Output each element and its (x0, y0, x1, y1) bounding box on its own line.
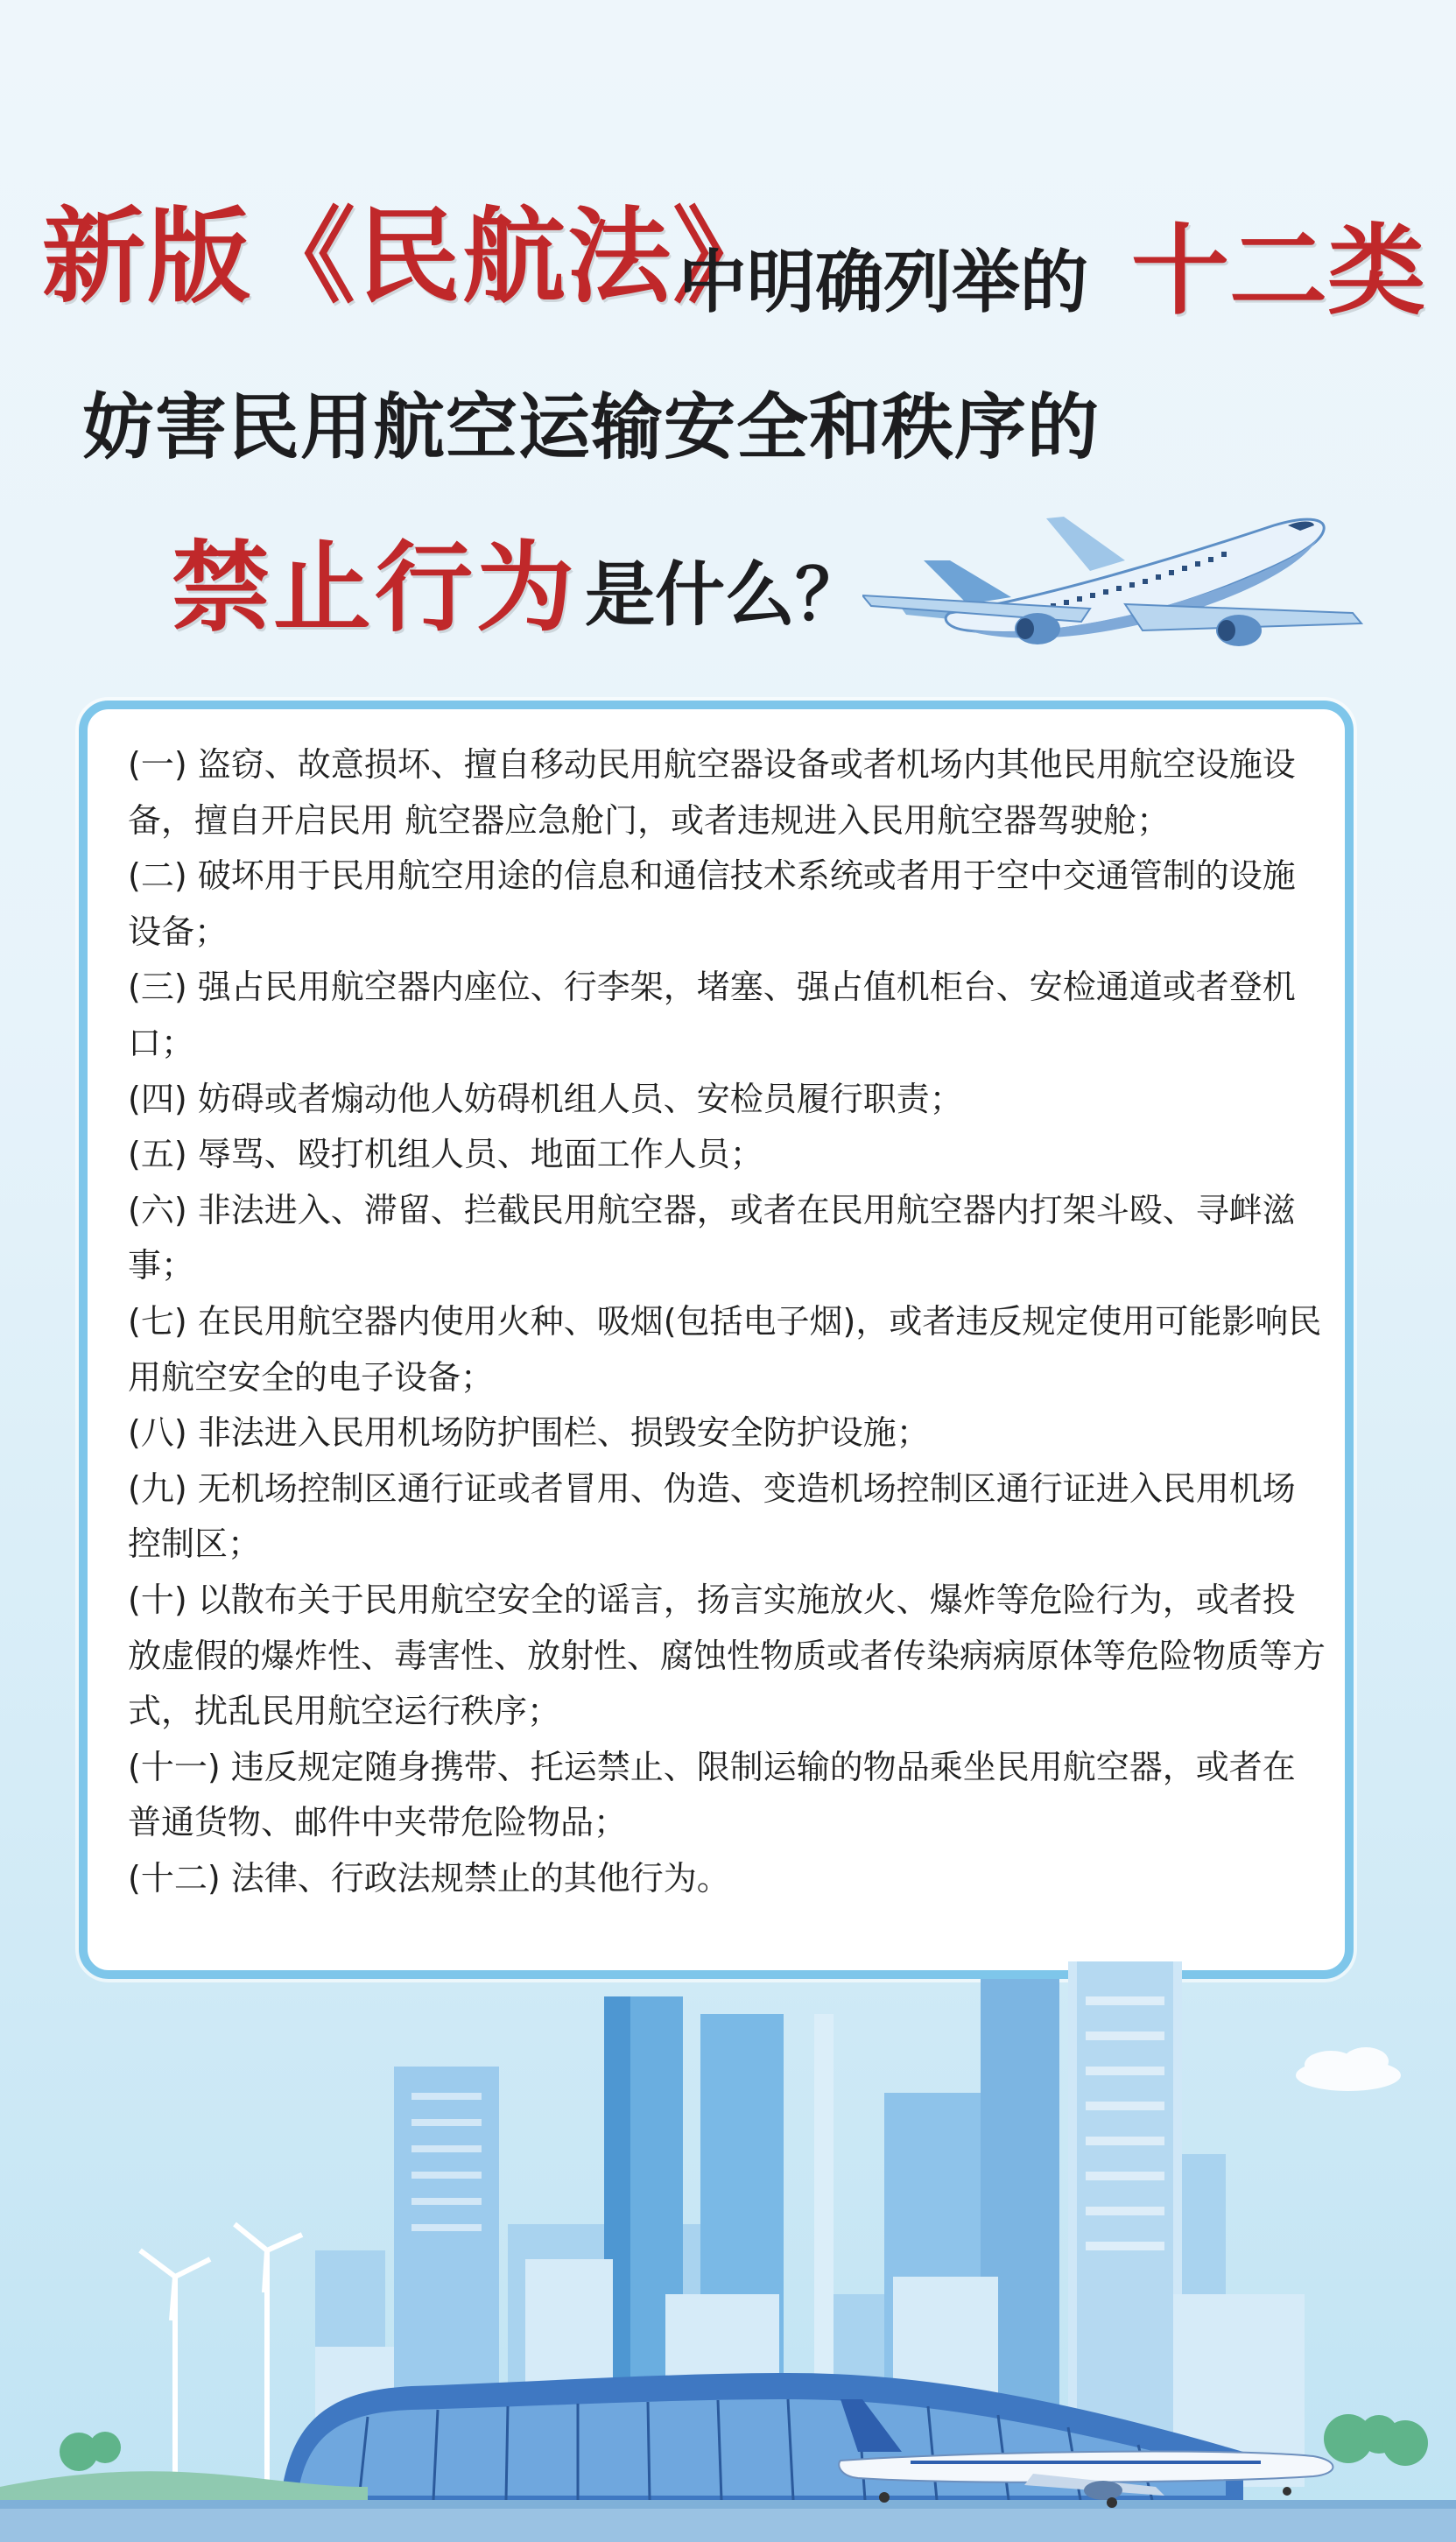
title-line1-middle: 中明确列举的 (679, 243, 1089, 322)
list-item: (三) 强占民用航空器内座位、行李架，堵塞、强占值机柜台、安检通道或者登机口； (128, 968, 1296, 1062)
prohibited-acts-list (128, 737, 1327, 1906)
list-item: (四) 妨碍或者煽动他人妨碍机组人员、安检员履行职责； (128, 1079, 963, 1118)
list-item: (七) 在民用航空器内使用火种、吸烟(包括电子烟)，或者违反规定使用可能影响民用航空安全的电子设备； (128, 1301, 1322, 1397)
list-item: (九) 无机场控制区通行证或者冒用、伪造、变造机场控制区通行证进入民用机场控制区； (128, 1468, 1296, 1564)
airplane-icon (862, 499, 1370, 674)
city-skyline-illustration (0, 1961, 1456, 2542)
title-line1-highlight: 新版《民航法》 (42, 196, 778, 317)
title-line3-question: 是什么？ (585, 554, 865, 636)
list-item: (一) 盗窃、故意损坏、擅自移动民用航空器设备或者机场内其他民用航空设施设备，擅自开启民用 航空器应急舱门，或者违规进入民用航空器驾驶舱； (128, 745, 1296, 840)
list-item: (五) 辱骂、殴打机组人员、地面工作人员； (128, 1135, 763, 1174)
list-item: (八) 非法进入民用机场防护围栏、损毁安全防护设施； (128, 1413, 930, 1453)
title-line1-count: 十二类 (1131, 215, 1425, 328)
list-item: (六) 非法进入、滞留、拦截民用航空器，或者在民用航空器内打架斗殴、寻衅滋事； (128, 1190, 1296, 1285)
list-item: (二) 破坏用于民用航空用途的信息和通信技术系统或者用于空中交通管制的设施设备； (128, 856, 1296, 951)
list-item: (十二) 法律、行政法规禁止的其他行为。 (128, 1858, 730, 1898)
list-item: (十一) 违反规定随身携带、托运禁止、限制运输的物品乘坐民用航空器，或者在普通货物、邮件中夹带危险物品； (128, 1747, 1296, 1842)
title-line3-highlight: 禁止行为 (172, 532, 578, 645)
list-item: (十) 以散布关于民用航空安全的谣言，扬言实施放火、爆炸等危险行为，或者投放虚假的爆炸性、毒害性、放射性、腐蚀性物质或者传染病病原体等危险物质等方式，扰乱民用航空运行秩序； (128, 1580, 1326, 1731)
title-line2: 妨害民用航空运输安全和秩序的 (82, 386, 1101, 469)
wind-turbine-icon (140, 2224, 302, 2487)
